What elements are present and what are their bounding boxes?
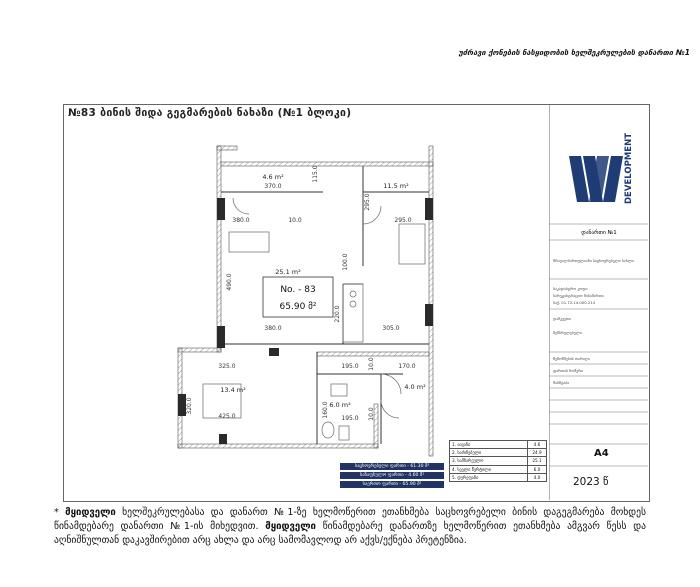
dim: 490.0 bbox=[226, 273, 233, 291]
schedule-value: 25.1 bbox=[528, 457, 547, 465]
dim: 380.0 bbox=[264, 325, 282, 332]
legend-row: საცხოვრებელი ფართი - 61.30 მ² bbox=[340, 463, 444, 470]
dim: 295.0 bbox=[394, 217, 412, 224]
columns bbox=[178, 198, 433, 444]
tb-line: დამკვეთი bbox=[553, 316, 571, 321]
dim: 305.0 bbox=[382, 325, 400, 332]
tb-line: მრავალსართულიანი საცხოვრებელი სახლი bbox=[553, 258, 634, 263]
tb-line: საქ. 01.72.14.000.214 bbox=[553, 300, 596, 305]
schedule-value: 4.6 bbox=[528, 441, 547, 449]
legend-row: საზაფხულო ფართი - 4.60 მ² bbox=[340, 472, 444, 479]
room-area-5: 6.0 m² bbox=[329, 401, 351, 409]
note-text: წინამდებარე დანართზე ხელმოწერით ეთანხმება ამგვარ წესს და აღნიშნულთან დაკავშირებით არც ახლა და არც სამომავლოდ არ აქვს/ექნება პრეტენზია. bbox=[54, 521, 646, 546]
room-area-6: 4.0 m² bbox=[404, 383, 426, 391]
room-schedule bbox=[449, 440, 547, 482]
dim: 295.0 bbox=[364, 193, 371, 211]
dim: 195.0 bbox=[341, 415, 359, 422]
legend-row: საერთო ფართი - 65.90 მ² bbox=[340, 481, 444, 488]
dim: 160.0 bbox=[322, 401, 329, 419]
dim: 195.0 bbox=[341, 363, 359, 370]
room-area-4: 13.4 m² bbox=[220, 386, 246, 394]
table-row bbox=[450, 449, 547, 457]
schedule-value: 24.9 bbox=[528, 449, 547, 457]
schedule-value: 4.0 bbox=[528, 473, 547, 481]
title-block bbox=[549, 104, 648, 500]
dim: 325.0 bbox=[218, 363, 236, 370]
schedule-value: 6.0 bbox=[528, 465, 547, 473]
table-row bbox=[450, 473, 547, 481]
schedule-label: 3. სამზარეულო bbox=[450, 457, 528, 465]
table-row bbox=[450, 441, 547, 449]
footnote: * მყიდველი ხელშეკრულებასა და დანართ №1-ზე ხელმოწერით ეთანხმება საცხოვრებელი ბინის დაგეგმარება მოხდეს წინამდებარე დანართი №1-ის მიხედვით. მყიდველი წინამდებარე დანართზე ხელმოწერით ეთანხმება ამგვარ წესს და აღნიშნულთან დაკავშირებით არც ახლა და არც სამომავლოდ არ აქვს/ექნება პრეტენზია. bbox=[54, 507, 646, 546]
dim: 170.0 bbox=[398, 363, 416, 370]
dim: 425.0 bbox=[218, 413, 236, 420]
dim: 10.0 bbox=[288, 217, 302, 224]
tb-line: სარეგისტრაციო მისამართი bbox=[553, 293, 604, 298]
room-area-1: 4.6 m² bbox=[262, 173, 284, 181]
dim: 100.0 bbox=[342, 253, 349, 271]
sheet-label: დანართი №1 bbox=[581, 230, 617, 236]
dim: 10.0 bbox=[368, 357, 375, 371]
tb-line: შემსრულებელი bbox=[553, 330, 582, 335]
tb-line: მასშტაბი bbox=[553, 380, 570, 385]
area-legend bbox=[340, 463, 444, 490]
tb-line: ფართის ნომერი bbox=[553, 368, 584, 373]
schedule-label: 4. სველი წერტილი bbox=[450, 465, 528, 473]
tb-line: შემოწმების თარიღი bbox=[553, 356, 590, 361]
dim: 115.0 bbox=[312, 165, 319, 183]
note-text: ხელშეკრულებასა და დანართ №1-ზე ხელმოწერით ეთანხმება საცხოვრებელი ბინის დაგეგმარება მოხდეს წინამდებარე დანართი №1-ის მიხედვით. bbox=[54, 507, 646, 532]
dim: 220.0 bbox=[334, 305, 341, 323]
sheet-year: 2023 წ bbox=[573, 476, 609, 488]
unit-area: 65.90 მ² bbox=[279, 302, 317, 312]
annex-title: უძრავი ქონების ნასყიდობის ხელშეკრულების დანართი №1 bbox=[458, 48, 690, 57]
note-bold: მყიდველი bbox=[65, 507, 116, 518]
plan-title: №83 ბინის შიდა გეგმარების ნახაზი (№1 ბლოკი) bbox=[68, 107, 352, 119]
table-row bbox=[450, 465, 547, 473]
dim: 10.0 bbox=[368, 407, 375, 421]
room-area-2: 11.5 m² bbox=[383, 182, 409, 190]
tb-line: საკადასტრო კოდი bbox=[553, 286, 588, 291]
sheet-id: A4 bbox=[594, 448, 609, 459]
dim: 380.0 bbox=[232, 217, 250, 224]
schedule-label: 1. აივანი bbox=[450, 441, 528, 449]
logo-text: DEVELOPMENT bbox=[624, 133, 634, 204]
company-logo bbox=[569, 156, 623, 202]
note-bold: მყიდველი bbox=[265, 521, 316, 532]
furniture bbox=[203, 198, 425, 440]
unit-number: No. - 83 bbox=[280, 285, 316, 295]
schedule-label: 2. საძინებელი bbox=[450, 449, 528, 457]
table-row bbox=[450, 457, 547, 465]
dim: 320.0 bbox=[186, 397, 193, 415]
schedule-label: 5. დერეფანი bbox=[450, 473, 528, 481]
dim: 370.0 bbox=[264, 183, 282, 190]
room-area-3: 25.1 m² bbox=[275, 268, 301, 276]
